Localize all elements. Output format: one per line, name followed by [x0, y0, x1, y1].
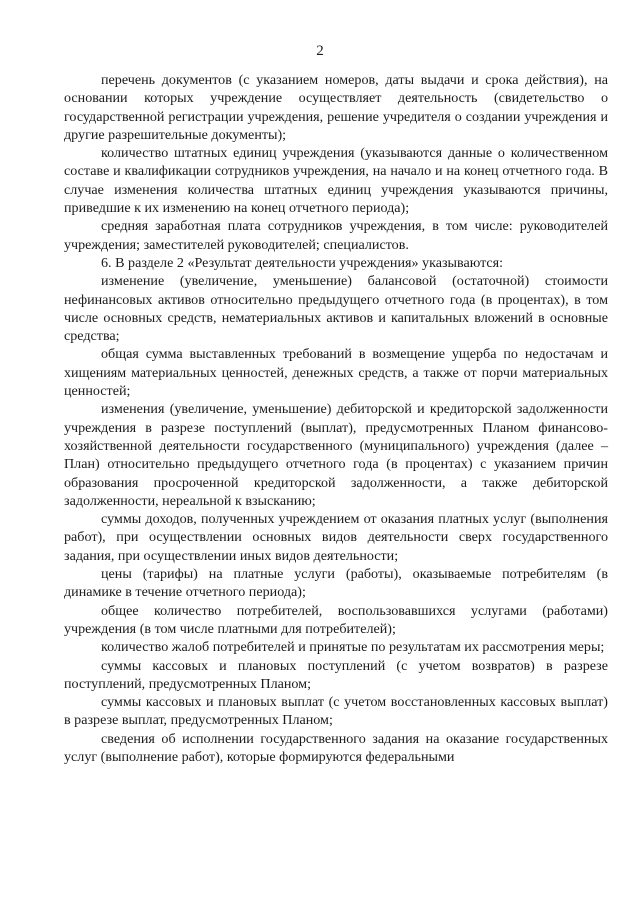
paragraph-cash-payments: суммы кассовых и плановых выплат (с учетом восстановленных кассовых выплат) в разрезе выплат, предусмотренных Планом; — [64, 694, 608, 729]
paragraph-average-salary: средняя заработная плата сотрудников учреждения, в том числе: руководителей учреждения; заместителей руководителей; специалистов. — [64, 218, 608, 253]
paragraph-cash-receipts: суммы кассовых и плановых поступлений (с учетом возвратов) в разрезе поступлений, предусмотренных Планом; — [64, 657, 608, 692]
paragraph-state-assignment: сведения об исполнении государственного задания на оказание государственных услуг (выполнение работ), которые формируются федеральными — [64, 730, 608, 765]
section-6-heading: 6. В разделе 2 «Результат деятельности учреждения» указываются: — [101, 254, 504, 271]
paragraph-service-prices: цены (тарифы) на платные услуги (работы), оказываемые потребителям (в динамике в течение отчетного периода); — [64, 566, 608, 601]
paragraph-damage-claims: общая сумма выставленных требований в возмещение ущерба по недостачам и хищениям материальных ценностей, денежных средств, а также от порчи материальных ценностей; — [64, 346, 608, 400]
document-body — [64, 71, 608, 766]
paragraph-receivables-payables: изменения (увеличение, уменьшение) дебиторской и кредиторской задолженности учреждения в разрезе поступлений (выплат), предусмотренных Планом финансово-хозяйственной деятельности государственного (муниципального) учреждения (далее – План) относительно предыдущего отчетного года (в процентах) с указанием причин образования просроченной кредиторской задолженности, а также дебиторской задолженности, нереальной к взысканию; — [64, 401, 608, 509]
paragraph-complaints: количество жалоб потребителей и принятые по результатам их рассмотрения меры; — [101, 639, 605, 656]
paragraph-consumers-count: общее количество потребителей, воспользовавшихся услугами (работами) учреждения (в том числе платными для потребителей); — [64, 602, 608, 637]
paragraph-paid-services-income: суммы доходов, полученных учреждением от оказания платных услуг (выполнения работ), при осуществлении основных видов деятельности сверх государственного задания, при осуществлении иных видов деятельности; — [64, 511, 608, 564]
paragraph-documents-list: перечень документов (с указанием номеров, даты выдачи и срока действия), на основании которых учреждение осуществляет деятельность (свидетельство о государственной регистрации учреждения, решение учредителя о создании учреждения и другие разрешительные документы); — [64, 72, 608, 143]
paragraph-balance-change: изменение (увеличение, уменьшение) балансовой (остаточной) стоимости нефинансовых активов относительно предыдущего отчетного года (в процентах), в том числе основных средств, нематериальных активов и капитальных вложений в основные средства; — [64, 273, 608, 345]
page-number: 2 — [316, 43, 324, 59]
paragraph-staff-count: количество штатных единиц учреждения (указываются данные о количественном составе и квалификации сотрудников учреждения, на начало и на конец отчетного года. В случае изменения количества штатных единиц учреждения указываются причины, приведшие к их изменению на конец отчетного периода); — [64, 145, 608, 217]
